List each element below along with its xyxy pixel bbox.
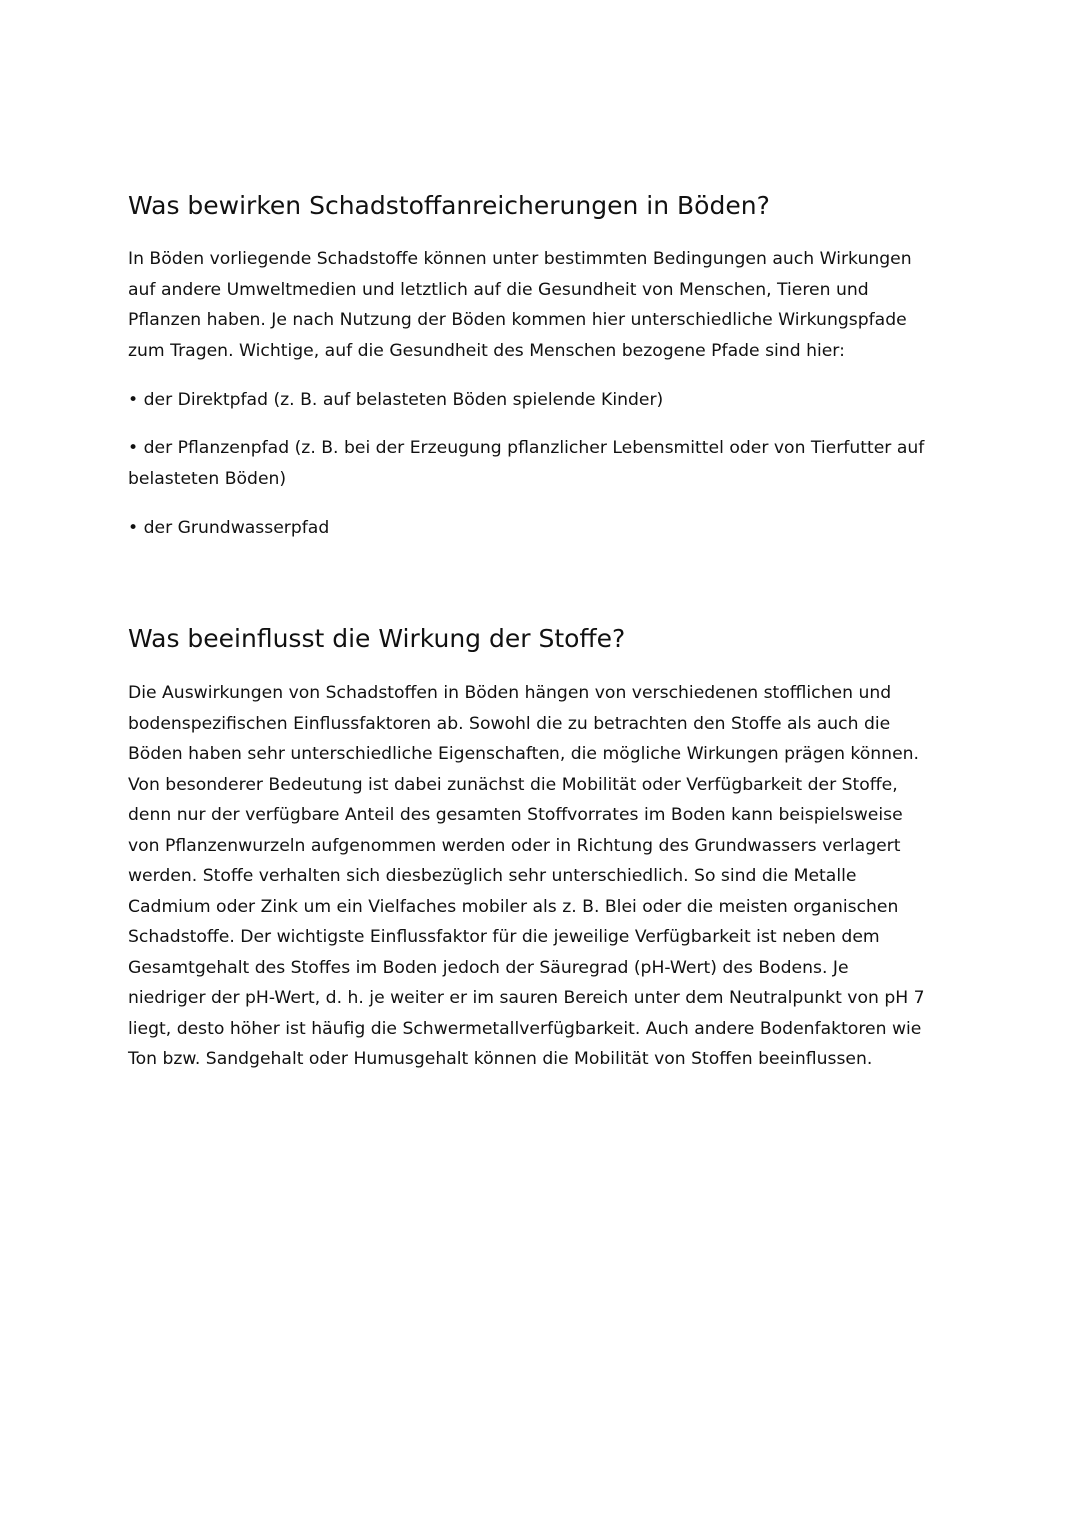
paragraph-line: denn nur der verfügbare Anteil des gesamten Stoffvorrates im Boden kann beispielsweise [128, 805, 903, 825]
bullet-line: belasteten Böden) [128, 468, 287, 489]
bullet-line: • der Direktpfad (z. B. auf belasteten Böden spielende Kinder) [128, 390, 664, 410]
bullet-item-direktpfad [128, 385, 958, 416]
paragraph-line: werden. Stoffe verhalten sich diesbezüglich sehr unterschiedlich. So sind die Metalle [128, 866, 857, 886]
bullet-item-pflanzenpfad [128, 433, 958, 494]
section-paragraph [128, 244, 958, 366]
paragraph-line: Cadmium oder Zink um ein Vielfaches mobiler als z. B. Blei oder die meisten organischen [128, 896, 899, 917]
paragraph-line: Ton bzw. Sandgehalt oder Humusgehalt können die Mobilität von Stoffen beeinflussen. [128, 1049, 873, 1069]
bullet-item-grundwasserpfad [128, 513, 958, 544]
bullet-line: • der Pflanzenpfad (z. B. bei der Erzeugung pflanzlicher Lebensmittel oder von Tierfutter auf [128, 438, 925, 458]
section-paragraph [128, 678, 958, 1075]
paragraph-line: Schadstoffe. Der wichtigste Einflussfaktor für die jeweilige Verfügbarkeit ist neben dem [128, 927, 880, 947]
paragraph-line: von Pflanzenwurzeln aufgenommen werden oder in Richtung des Grundwassers verlagert [128, 835, 901, 856]
paragraph-line: Gesamtgehalt des Stoffes im Boden jedoch der Säuregrad (pH-Wert) des Bodens. Je [128, 957, 849, 978]
paragraph-line: In Böden vorliegende Schadstoffe können unter bestimmten Bedingungen auch Wirkungen [128, 249, 912, 269]
paragraph-line: liegt, desto höher ist häufig die Schwermetallverfügbarkeit. Auch andere Bodenfaktoren wie [128, 1018, 922, 1039]
paragraph-line: zum Tragen. Wichtige, auf die Gesundheit des Menschen bezogene Pfade sind hier: [128, 340, 845, 361]
paragraph-line: Böden haben sehr unterschiedliche Eigenschaften, die mögliche Wirkungen prägen können. [128, 744, 920, 764]
section-heading-wirkung-der-stoffe: Was beeinflusst die Wirkung der Stoffe? [128, 624, 626, 653]
paragraph-line: niedriger der pH-Wert, d. h. je weiter er im sauren Bereich unter dem Neutralpunkt von pH 7 [128, 988, 925, 1008]
paragraph-line: auf andere Umweltmedien und letztlich auf die Gesundheit von Menschen, Tieren und [128, 279, 869, 300]
bullet-line: • der Grundwasserpfad [128, 518, 330, 538]
paragraph-line: bodenspezifischen Einflussfaktoren ab. Sowohl die zu betrachten den Stoffe als auch die [128, 713, 891, 734]
section-heading-schadstoffanreicherungen: Was bewirken Schadstoffanreicherungen in Böden? [128, 191, 770, 220]
paragraph-line: Pflanzen haben. Je nach Nutzung der Böden kommen hier unterschiedliche Wirkungspfade [128, 310, 907, 330]
paragraph-line: Von besonderer Bedeutung ist dabei zunächst die Mobilität oder Verfügbarkeit der Stoffe, [128, 774, 898, 795]
paragraph-line: Die Auswirkungen von Schadstoffen in Böden hängen von verschiedenen stofflichen und [128, 683, 892, 703]
